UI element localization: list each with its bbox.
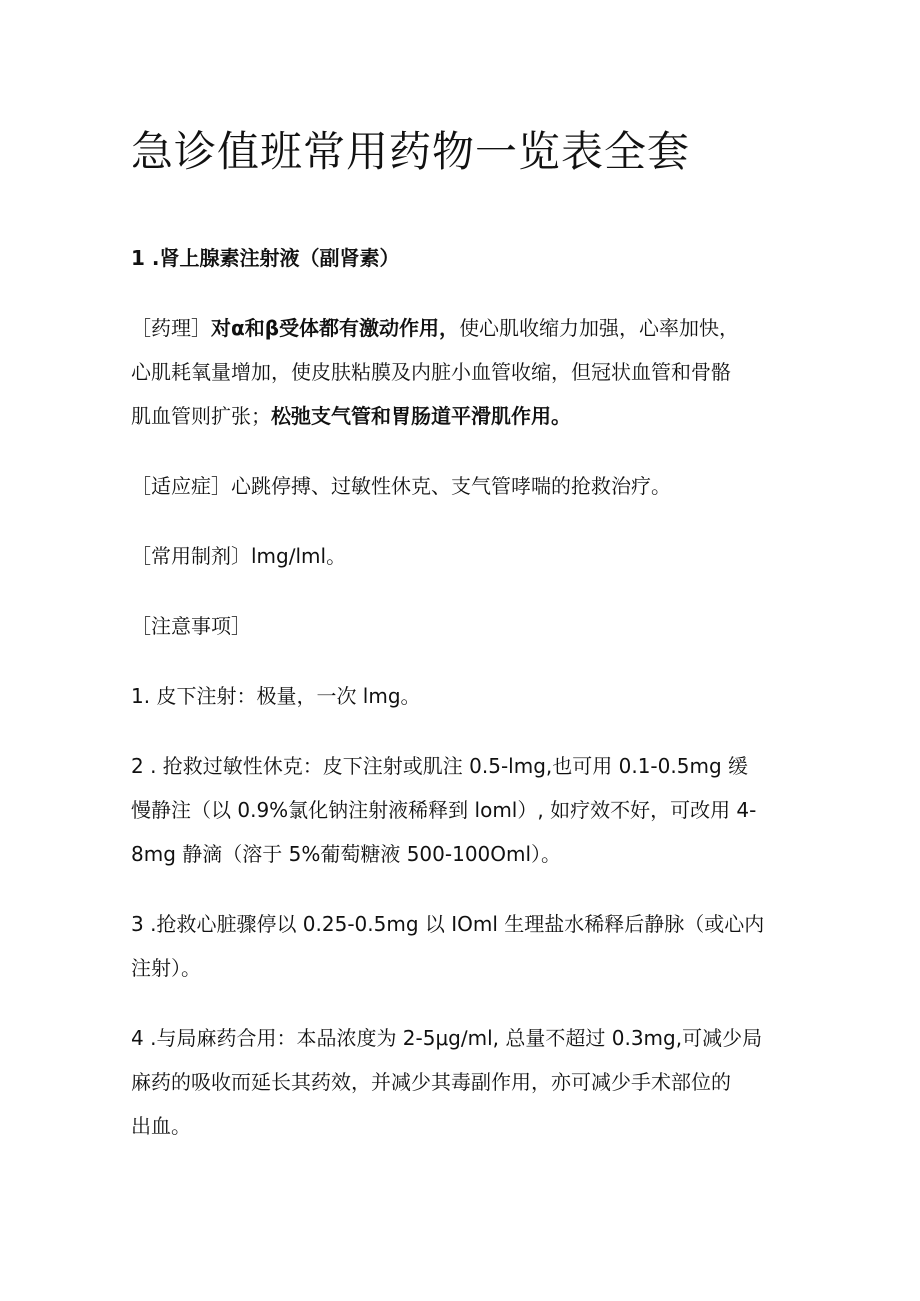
pharmacology-line-2: 心肌耗氧量增加，使皮肤粘膜及内脏小血管收缩，但冠状血管和骨骼	[131, 360, 731, 384]
precaution-item-4-line-1: 4 .与局麻药合用：本品浓度为 2-5μg∕ml, 总量不超过 0.3mg,可减少局	[131, 1026, 763, 1050]
precaution-item-2	[131, 744, 796, 876]
precaution-item-2-line-3: 8mg 静滴（溶于 5%葡萄糖液 500-100Oml）。	[131, 842, 562, 866]
pharmacology-text: 使心肌收缩力加强，心率加快，	[459, 316, 740, 340]
section-heading: 1 .肾上腺素注射液（副肾素）	[131, 246, 400, 270]
precaution-item-1: 1. 皮下注射：极量，一次 lmg。	[131, 684, 421, 708]
pharmacology-bold-text: 对α和β受体都有激动作用，	[211, 316, 460, 340]
pharmacology-paragraph	[131, 306, 796, 438]
precaution-item-3	[131, 902, 796, 990]
precaution-item-4	[131, 1016, 796, 1148]
precaution-item-3-line-2: 注射）。	[131, 956, 201, 980]
pharmacology-bold-text-2: 松弛支气管和胃肠道平滑肌作用。	[271, 404, 571, 428]
precaution-item-2-line-2: 慢静注（以 0.9%氯化钠注射液稀释到 loml）, 如疗效不好，可改用 4-	[131, 798, 757, 822]
preparation-paragraph: ［常用制剂〕lmg∕lml。	[131, 544, 347, 568]
precaution-item-4-line-3: 出血。	[131, 1114, 191, 1138]
pharmacology-text-2: 肌血管则扩张；	[131, 404, 271, 428]
page-title: 急诊值班常用药物一览表全套	[131, 127, 691, 176]
pharmacology-line-3	[131, 394, 796, 438]
pharmacology-label: ［药理］	[131, 316, 211, 340]
indication-paragraph: ［适应症］心跳停搏、过敏性休克、支气管哮喘的抢救治疗。	[131, 474, 671, 498]
precaution-item-4-line-2: 麻药的吸收而延长其药效，并减少其毒副作用，亦可减少手术部位的	[131, 1070, 731, 1094]
pharmacology-line-1	[131, 306, 796, 350]
precaution-item-2-line-1: 2 . 抢救过敏性休克：皮下注射或肌注 0.5-lmg,也可用 0.1-0.5mg 缓	[131, 754, 748, 778]
precautions-label: ［注意事项］	[131, 614, 251, 638]
precaution-item-3-line-1: 3 .抢救心脏骤停以 0.25-0.5mg 以 IOml 生理盐水稀释后静脉（或心内	[131, 912, 765, 936]
document-body	[131, 236, 796, 1148]
